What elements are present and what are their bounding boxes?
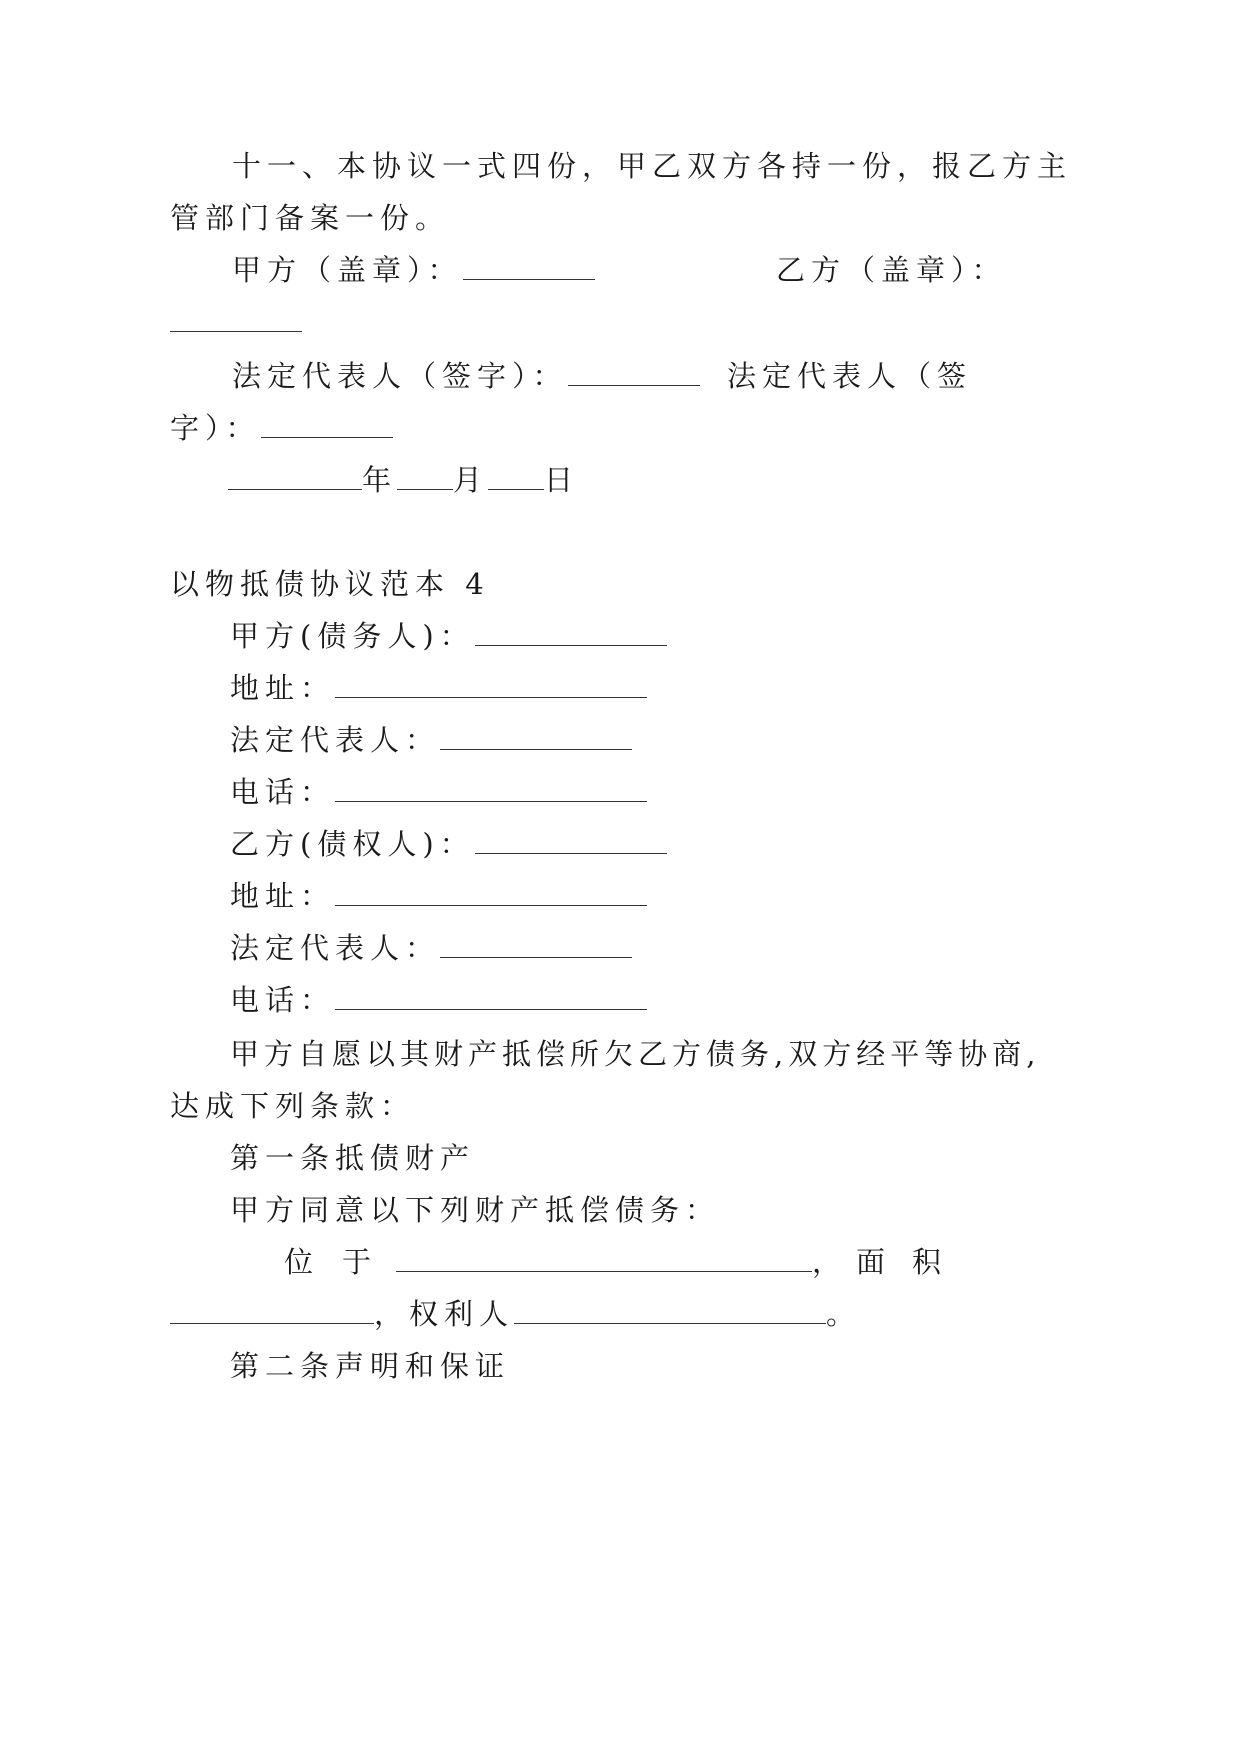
phone-b-label: 电话： [230, 983, 336, 1017]
rep-a-info-row [230, 720, 632, 760]
sample-4-title: 以物抵债协议范本 4 [170, 567, 490, 601]
clause-11-line-2: 管部门备案一份。 [170, 201, 451, 235]
rep-a-info-label: 法定代表人： [230, 723, 441, 757]
year-label: 年 [362, 463, 398, 497]
area-comma: ， [374, 1297, 410, 1331]
address-a-blank [335, 669, 647, 698]
rights-holder-label: 权利人 [409, 1297, 515, 1331]
party-a-seal-label: 甲方（盖章）： [232, 253, 463, 287]
rep-a-blank [568, 357, 700, 386]
day-label: 日 [544, 463, 580, 497]
clause-11-line-1: 十一、本协议一式四份，甲乙双方各持一份，报乙方主 [232, 149, 1073, 183]
intro-line-1: 甲方自愿以其财产抵偿所欠乙方债务,双方经平等协商, [230, 1037, 1041, 1071]
area-char-2: 积 [912, 1245, 942, 1279]
party-a-blank [475, 617, 667, 646]
rep-a-label: 法定代表人（签字）： [232, 359, 568, 393]
location-comma: ， [812, 1245, 842, 1279]
party-b-row [230, 824, 667, 864]
day-blank [488, 461, 544, 490]
phone-a-row [230, 772, 647, 812]
phone-b-row [230, 980, 647, 1020]
area-rights-row [170, 1294, 861, 1334]
phone-a-blank [335, 773, 647, 802]
location-row [396, 1242, 841, 1282]
final-period: 。 [826, 1297, 862, 1331]
year-blank [228, 461, 362, 490]
address-b-blank [335, 877, 647, 906]
date-row [228, 460, 579, 500]
rep-b-row [170, 408, 393, 448]
location-blank [396, 1243, 812, 1272]
rep-b-label-part1: 法定代表人（签 [727, 359, 973, 393]
article-1-title: 第一条抵债财产 [230, 1141, 476, 1175]
article-1-text: 甲方同意以下列财产抵偿债务： [230, 1193, 721, 1227]
rights-holder-blank [514, 1295, 826, 1324]
party-b-seal-label: 乙方（盖章）： [776, 253, 1007, 287]
party-b-blank [475, 825, 667, 854]
intro-line-2: 达成下列条款： [170, 1089, 416, 1123]
party-a-label: 甲方(债务人)： [230, 619, 475, 653]
rep-b-info-row [230, 928, 632, 968]
rep-a-info-blank [440, 721, 632, 750]
rep-b-info-blank [440, 929, 632, 958]
article-2-title: 第二条声明和保证 [230, 1349, 511, 1383]
party-b-label: 乙方(债权人)： [230, 827, 475, 861]
rep-b-blank [261, 409, 393, 438]
address-b-row [230, 876, 647, 916]
located-char-2: 于 [342, 1245, 372, 1279]
party-b-seal-blank [170, 303, 302, 332]
area-blank [170, 1295, 374, 1324]
area-char-1: 面 [856, 1245, 886, 1279]
party-b-seal-row [170, 302, 302, 342]
address-a-label: 地址： [230, 671, 336, 705]
address-b-label: 地址： [230, 879, 336, 913]
located-char-1: 位 [284, 1245, 314, 1279]
month-blank [397, 461, 453, 490]
party-a-row [230, 616, 667, 656]
rep-a-row [232, 356, 700, 396]
address-a-row [230, 668, 647, 708]
phone-b-blank [335, 981, 647, 1010]
party-a-seal-row [232, 250, 595, 290]
month-label: 月 [453, 463, 489, 497]
phone-a-label: 电话： [230, 775, 336, 809]
party-a-seal-blank [463, 251, 595, 280]
rep-b-info-label: 法定代表人： [230, 931, 441, 965]
rep-b-label-part2: 字）： [170, 411, 261, 445]
